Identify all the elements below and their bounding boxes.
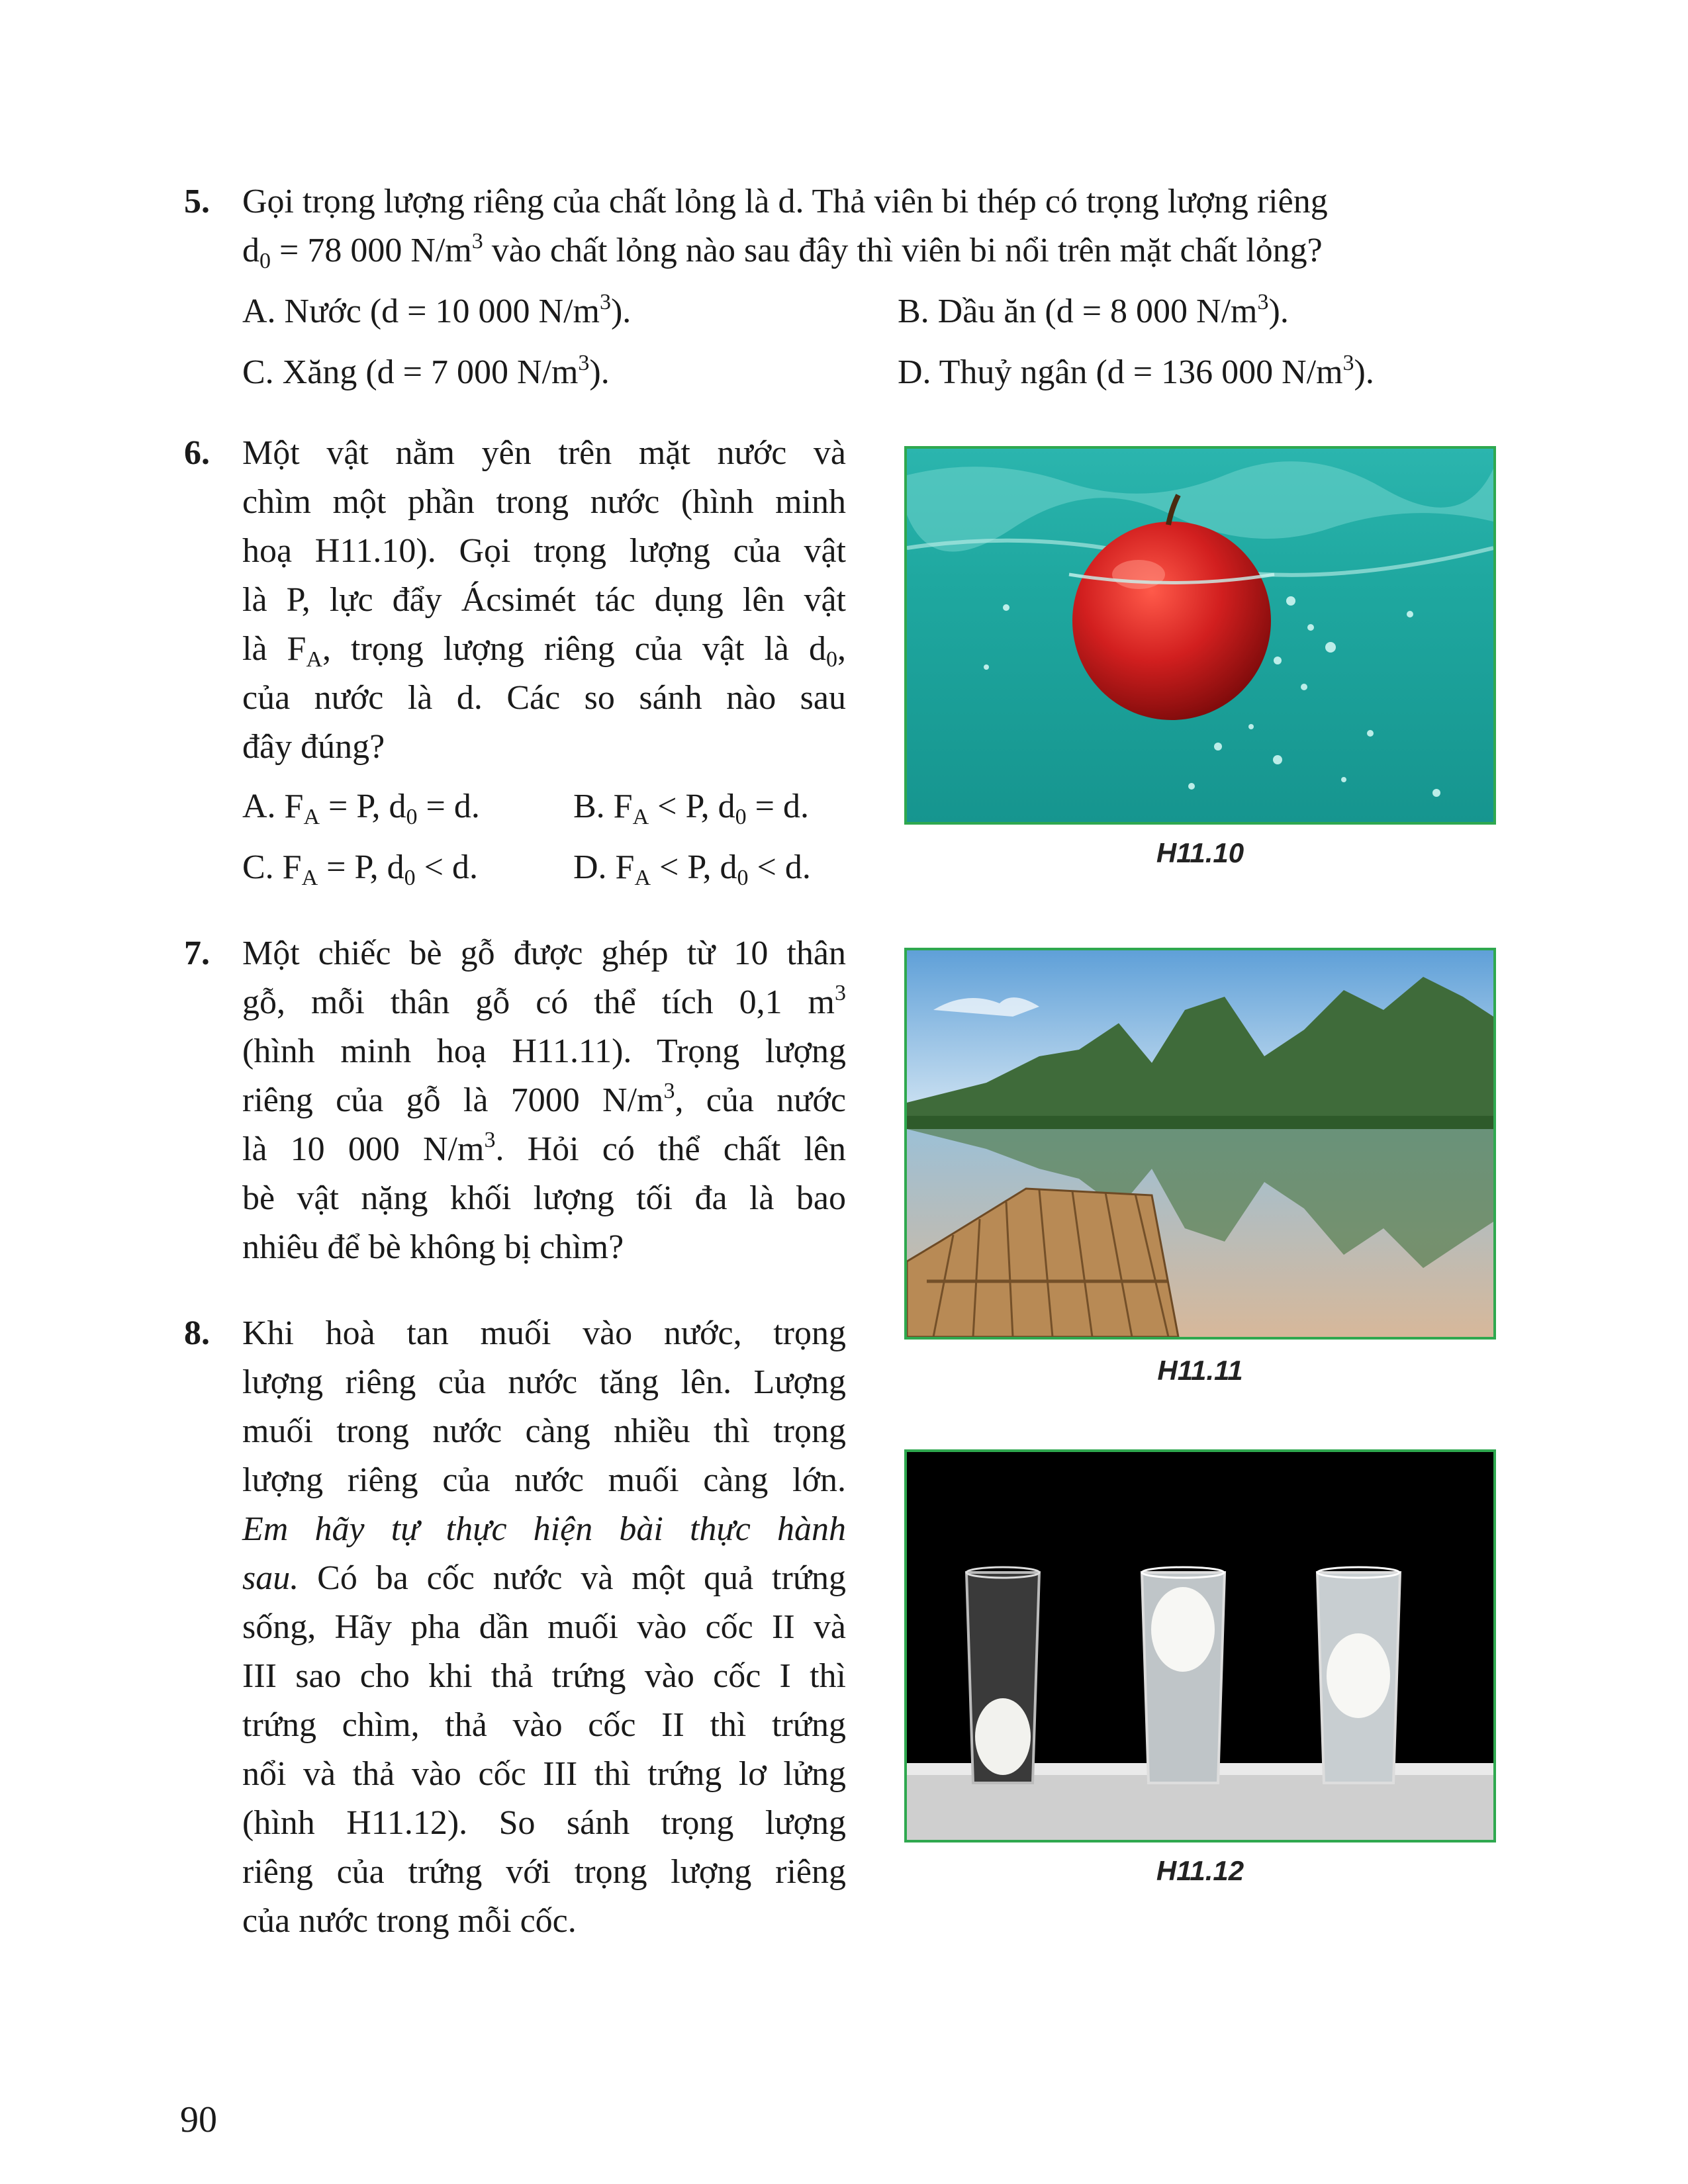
question-text: trứng chìm, thả vào cốc II thì trứng	[242, 1706, 846, 1744]
glass-iii	[1317, 1567, 1400, 1783]
option-c: C. $F_A = P$, $d_0 < d$.	[242, 848, 478, 890]
question-text: bè vật nặng khối lượng tối đa là bao	[242, 1179, 846, 1217]
question-text-italic: Em hãy tự thực hiện bài thực hành	[242, 1510, 846, 1548]
question-text: muối trong nước càng nhiều thì trọng	[242, 1412, 846, 1450]
question-text: (hình minh hoạ H11.11). Trọng lượng	[242, 1032, 846, 1070]
figure-caption: H11.11	[1157, 1355, 1243, 1386]
question-text: riêng của trứng với trọng lượng riêng	[242, 1853, 846, 1891]
question-text: hoạ H11.10). Gọi trọng lượng của vật	[242, 532, 846, 570]
question-text: nổi và thả vào cốc III thì trứng lơ lửng	[242, 1755, 846, 1793]
question-text: Khi hoà tan muối vào nước, trọng	[242, 1314, 846, 1352]
question-text: sống, Hãy pha dần muối vào cốc II và	[242, 1608, 846, 1646]
option-c: C. Xăng (d = 7 000 $N/m^3$).	[242, 351, 610, 391]
question-text: sau. Có ba cốc nước và một quả trứng	[242, 1559, 846, 1597]
question-number: 7.	[184, 934, 210, 972]
question-text: riêng của gỗ là 7000 $N/m^3$, của nước	[242, 1079, 847, 1119]
question-text: Gọi trọng lượng riêng của chất lỏng là d. Thả viên bi thép có trọng lượng riêng	[242, 183, 1328, 220]
apple-in-water-illustration	[907, 449, 1493, 822]
figure-eggs-in-glasses	[904, 1449, 1496, 1843]
question-text: (hình H11.12). So sánh trọng lượng	[242, 1804, 846, 1842]
page-number: 90	[180, 2099, 217, 2140]
glass-ii	[1142, 1567, 1225, 1783]
question-text: nhiêu để bè không bị chìm?	[242, 1228, 624, 1266]
question-text: Một vật nằm yên trên mặt nước và	[242, 434, 846, 472]
eggs-glasses-illustration	[907, 1452, 1493, 1840]
figure-apple-in-water	[904, 446, 1496, 825]
option-a: A. Nước (d = 10 000 $N/m^3$).	[242, 290, 632, 330]
raft-landscape-illustration	[907, 950, 1493, 1337]
question-text: chìm một phần trong nước (hình minh	[242, 483, 846, 521]
option-d: D. Thuỷ ngân (d = 136 000 $N/m^3$).	[898, 351, 1374, 391]
figure-caption: H11.12	[1156, 1855, 1244, 1886]
question-text: là P, lực đẩy Ácsimét tác dụng lên vật	[242, 581, 846, 619]
question-text: là $F_A$, trọng lượng riêng của vật là $d_0$,	[242, 630, 846, 672]
question-text: $d_0 = 78$ 000 $N/m^3$ vào chất lỏng nào sau đây thì viên bi nổi trên mặt chất lỏng?	[242, 229, 1323, 273]
question-text: là 10 000 $N/m^3$. Hỏi có thể chất lên	[242, 1128, 846, 1168]
option-a: A. $F_A = P$, $d_0 = d$.	[242, 788, 480, 829]
question-text: đây đúng?	[242, 728, 385, 766]
question-number: 5.	[184, 183, 210, 220]
glass-i	[966, 1567, 1039, 1783]
question-text: lượng riêng của nước muối càng lớn.	[242, 1461, 846, 1499]
figure-raft-on-river	[904, 948, 1496, 1340]
question-text: của nước trong mỗi cốc.	[242, 1902, 577, 1940]
question-text: gỗ, mỗi thân gỗ có thể tích 0,1 $m^3$	[242, 981, 846, 1021]
question-number: 8.	[184, 1314, 210, 1352]
option-d: D. $F_A < P$, $d_0 < d$.	[573, 848, 811, 890]
question-text: Một chiếc bè gỗ được ghép từ 10 thân	[242, 934, 846, 972]
question-text: III sao cho khi thả trứng vào cốc I thì	[242, 1657, 846, 1695]
figure-caption: H11.10	[1156, 837, 1244, 868]
question-text: của nước là d. Các so sánh nào sau	[242, 679, 846, 717]
option-b: B. $F_A < P$, $d_0 = d$.	[573, 788, 809, 829]
question-number: 6.	[184, 434, 210, 472]
option-b: B. Dầu ăn (d = 8 000 $N/m^3$).	[898, 290, 1289, 330]
question-text: lượng riêng của nước tăng lên. Lượng	[242, 1363, 846, 1401]
